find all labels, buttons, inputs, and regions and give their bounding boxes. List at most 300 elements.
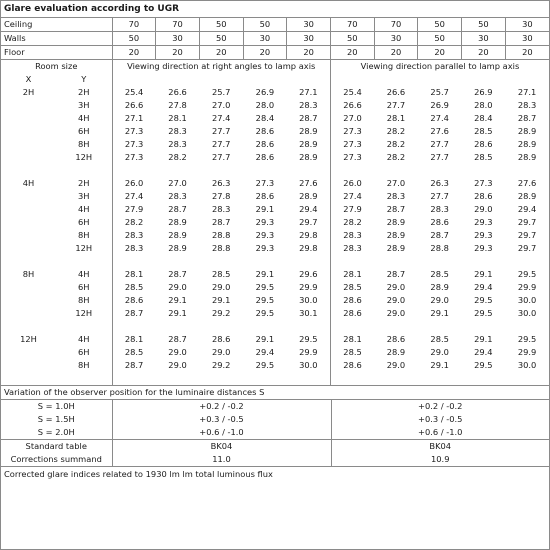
variation-row (1, 413, 549, 426)
ugr-row (1, 86, 549, 99)
room-y-value: 4H (56, 203, 112, 216)
ugr-value-perpendicular: 30.0 (287, 359, 331, 372)
ugr-value-perpendicular: 27.7 (211, 126, 231, 136)
ugr-value-perpendicular: 28.2 (124, 217, 144, 227)
ugr-value-perpendicular: 29.4 (255, 347, 275, 357)
room-y-value: 8H (56, 138, 112, 151)
room-y-value: 6H (56, 216, 112, 229)
reflectance-value: 70 (112, 18, 156, 32)
ugr-value-parallel: 29.5 (474, 295, 493, 305)
room-y-value: 6H (56, 125, 112, 138)
reflectance-value: 30 (287, 18, 331, 32)
ugr-value-perpendicular: 29.2 (211, 308, 231, 318)
room-x-value (1, 151, 56, 164)
ugr-value-perpendicular: 29.1 (255, 204, 275, 214)
ugr-value-perpendicular: 25.7 (211, 87, 231, 97)
ugr-value-perpendicular: 29.8 (287, 229, 331, 242)
ugr-value-perpendicular: 27.1 (124, 113, 144, 123)
ugr-value-perpendicular: 28.7 (168, 204, 187, 214)
ugr-value-perpendicular: 28.7 (287, 112, 331, 125)
room-y-value: 8H (56, 359, 112, 372)
reflectance-value: 20 (199, 46, 243, 60)
ugr-value-parallel: 29.7 (517, 217, 537, 227)
ugr-value-perpendicular: 28.3 (168, 191, 187, 201)
ugr-value-perpendicular: 29.9 (287, 346, 331, 359)
ugr-value-parallel: 30.0 (517, 295, 537, 305)
reflectance-table (1, 18, 549, 60)
ugr-value-parallel: 27.9 (343, 204, 362, 214)
ugr-value-perpendicular: 28.1 (124, 269, 144, 279)
ugr-value-perpendicular: 27.3 (124, 152, 144, 162)
room-y-value: 6H (56, 346, 112, 359)
room-x-value (1, 125, 56, 138)
ugr-value-perpendicular: 30.1 (287, 307, 331, 320)
reflectance-value: 20 (243, 46, 287, 60)
ugr-value-parallel: 29.0 (386, 282, 406, 292)
ugr-value-parallel: 28.9 (386, 243, 406, 253)
x-axis-label: X (25, 74, 32, 84)
ugr-value-parallel: 29.7 (517, 243, 537, 253)
reflectance-row (1, 32, 549, 46)
room-x-value (1, 242, 56, 255)
ugr-value-parallel: 26.6 (386, 87, 406, 97)
ugr-value-perpendicular: 27.0 (211, 100, 231, 110)
reflectance-value: 20 (462, 46, 506, 60)
ugr-value-perpendicular: 28.5 (211, 269, 231, 279)
ugr-value-perpendicular: 29.1 (255, 269, 275, 279)
ugr-value-perpendicular: 29.5 (287, 333, 331, 346)
ugr-value-parallel: 28.5 (474, 152, 493, 162)
ugr-value-parallel: 28.6 (343, 360, 362, 370)
ugr-row (1, 307, 549, 320)
ugr-value-perpendicular: 29.1 (168, 308, 187, 318)
reflectance-value: 30 (505, 32, 549, 46)
room-y-value: 8H (56, 229, 112, 242)
ugr-value-perpendicular: 30.0 (287, 294, 331, 307)
ugr-value-perpendicular: 28.8 (211, 230, 231, 240)
reflectance-label: Walls (1, 32, 112, 46)
ugr-value-parallel: 25.7 (430, 87, 449, 97)
ugr-value-parallel: 28.6 (343, 308, 362, 318)
ugr-value-parallel: 28.3 (517, 100, 537, 110)
ugr-value-parallel: 28.7 (386, 204, 406, 214)
ugr-row (1, 281, 549, 294)
ugr-value-parallel: 29.5 (474, 360, 493, 370)
standard-table-perpendicular: BK04 (112, 440, 331, 454)
corrections-label: Corrections summand (1, 453, 112, 467)
reflectance-value: 30 (505, 18, 549, 32)
ugr-value-parallel: 27.7 (430, 152, 449, 162)
footer-note: Corrected glare indices related to 1930 lm lm total luminous flux (4, 469, 273, 479)
reflectance-value: 30 (156, 32, 200, 46)
ugr-value-perpendicular: 29.6 (287, 268, 331, 281)
room-x-value (1, 99, 56, 112)
reflectance-value: 50 (418, 32, 462, 46)
ugr-row (1, 242, 549, 255)
ugr-value-perpendicular: 27.4 (211, 113, 231, 123)
ugr-value-parallel: 29.3 (474, 243, 493, 253)
ugr-value-perpendicular: 28.6 (255, 126, 275, 136)
ugr-value-perpendicular: 28.3 (124, 243, 144, 253)
ugr-value-perpendicular: 29.0 (211, 282, 231, 292)
ugr-value-parallel: 29.4 (474, 282, 493, 292)
reflectance-value: 50 (462, 18, 506, 32)
room-x-value (1, 346, 56, 359)
ugr-value-perpendicular: 25.4 (124, 87, 144, 97)
ugr-row (1, 359, 549, 372)
ugr-value-parallel: 26.6 (343, 100, 362, 110)
ugr-value-perpendicular: 28.0 (255, 100, 275, 110)
ugr-values-table (1, 60, 549, 386)
ugr-value-parallel: 28.9 (386, 230, 406, 240)
ugr-row (1, 229, 549, 242)
ugr-value-parallel: 27.0 (343, 113, 362, 123)
reflectance-value: 50 (418, 18, 462, 32)
ugr-value-parallel: 29.1 (430, 360, 449, 370)
reflectance-value: 20 (287, 46, 331, 60)
ugr-value-perpendicular: 29.2 (211, 360, 231, 370)
sheet-title: Glare evaluation according to UGR (1, 1, 549, 18)
ugr-value-parallel: 29.0 (386, 360, 406, 370)
group-spacer (1, 164, 549, 177)
variation-table (1, 400, 549, 467)
ugr-value-perpendicular: 27.3 (124, 139, 144, 149)
reflectance-value: 20 (505, 46, 549, 60)
room-x-value (1, 138, 56, 151)
ugr-value-perpendicular: 29.5 (255, 308, 275, 318)
ugr-value-perpendicular: 28.7 (211, 217, 231, 227)
ugr-value-perpendicular: 26.0 (124, 178, 144, 188)
ugr-value-parallel: 29.4 (474, 347, 493, 357)
ugr-value-parallel: 28.5 (474, 126, 493, 136)
group-spacer (1, 372, 549, 386)
ugr-row (1, 151, 549, 164)
ugr-value-parallel: 25.4 (343, 87, 362, 97)
ugr-value-perpendicular: 27.6 (287, 177, 331, 190)
ugr-value-perpendicular: 26.3 (211, 178, 231, 188)
ugr-value-parallel: 29.0 (430, 347, 449, 357)
ugr-value-perpendicular: 28.7 (168, 269, 187, 279)
ugr-row (1, 216, 549, 229)
ugr-value-parallel: 29.0 (474, 204, 493, 214)
ugr-row (1, 190, 549, 203)
ugr-value-perpendicular: 28.6 (211, 334, 231, 344)
room-x-value (1, 281, 56, 294)
ugr-value-parallel: 29.9 (517, 347, 537, 357)
ugr-value-perpendicular: 29.5 (255, 295, 275, 305)
room-y-value: 4H (56, 333, 112, 346)
ugr-value-parallel: 28.6 (386, 334, 406, 344)
ugr-value-parallel: 28.2 (343, 217, 362, 227)
ugr-value-parallel: 27.3 (343, 139, 362, 149)
ugr-value-parallel: 27.3 (343, 126, 362, 136)
ugr-value-parallel: 29.5 (517, 269, 537, 279)
room-y-value: 6H (56, 281, 112, 294)
ugr-value-parallel: 28.5 (430, 334, 449, 344)
ugr-value-parallel: 28.9 (517, 126, 537, 136)
ugr-value-perpendicular: 27.7 (211, 152, 231, 162)
room-y-value: 2H (56, 86, 112, 99)
ugr-value-perpendicular: 28.9 (287, 190, 331, 203)
ugr-value-perpendicular: 28.6 (255, 139, 275, 149)
ugr-value-parallel: 28.9 (517, 191, 537, 201)
room-y-value: 8H (56, 294, 112, 307)
room-x-value: 4H (22, 178, 35, 188)
ugr-value-parallel: 26.9 (474, 87, 493, 97)
ugr-value-perpendicular: 26.6 (124, 100, 144, 110)
ugr-value-parallel: 27.4 (343, 191, 362, 201)
ugr-value-parallel: 28.0 (474, 100, 493, 110)
y-axis-label: Y (56, 73, 112, 86)
reflectance-value: 70 (374, 18, 418, 32)
ugr-value-parallel: 29.0 (386, 308, 406, 318)
variation-label: S = 1.5H (1, 413, 112, 426)
ugr-value-perpendicular: 28.3 (168, 139, 187, 149)
ugr-value-parallel: 28.6 (430, 217, 449, 227)
ugr-value-parallel: 28.8 (430, 243, 449, 253)
reflectance-value: 30 (287, 32, 331, 46)
ugr-value-perpendicular: 28.6 (255, 152, 275, 162)
ugr-value-perpendicular: 28.6 (124, 295, 144, 305)
ugr-value-parallel: 26.9 (430, 100, 449, 110)
ugr-value-perpendicular: 28.9 (287, 138, 331, 151)
ugr-value-perpendicular: 26.6 (168, 87, 187, 97)
room-x-value (1, 190, 56, 203)
reflectance-value: 30 (374, 32, 418, 46)
ugr-value-parallel: 29.3 (474, 217, 493, 227)
ugr-value-perpendicular: 29.4 (287, 203, 331, 216)
ugr-row (1, 346, 549, 359)
direction-parallel-label: Viewing direction parallel to lamp axis (360, 61, 520, 71)
reflectance-value: 50 (330, 32, 374, 46)
ugr-value-parallel: 28.6 (474, 191, 493, 201)
reflectance-value: 70 (330, 18, 374, 32)
variation-perpendicular: +0.2 / -0.2 (112, 400, 331, 413)
ugr-value-perpendicular: 27.1 (287, 86, 331, 99)
ugr-row (1, 268, 549, 281)
ugr-value-parallel: 28.3 (343, 243, 362, 253)
ugr-value-parallel: 27.7 (430, 191, 449, 201)
ugr-value-perpendicular: 27.8 (211, 191, 231, 201)
room-x-value: 8H (22, 269, 35, 279)
room-x-value (1, 216, 56, 229)
ugr-value-parallel: 28.3 (386, 191, 406, 201)
ugr-value-perpendicular: 29.7 (287, 216, 331, 229)
variation-parallel: +0.2 / -0.2 (418, 401, 463, 411)
ugr-value-parallel: 29.3 (474, 230, 493, 240)
ugr-value-parallel: 28.6 (474, 139, 493, 149)
variation-title: Variation of the observer position for the luminaire distances S (1, 386, 549, 400)
ugr-value-parallel: 27.6 (430, 126, 449, 136)
ugr-value-parallel: 26.0 (343, 178, 362, 188)
ugr-value-parallel: 29.0 (430, 295, 449, 305)
room-x-value: 12H (20, 334, 37, 344)
ugr-value-perpendicular: 27.4 (124, 191, 144, 201)
room-x-value (1, 203, 56, 216)
ugr-value-parallel: 28.1 (343, 334, 362, 344)
room-y-value: 12H (56, 151, 112, 164)
ugr-value-parallel: 27.3 (474, 178, 493, 188)
room-y-value: 12H (56, 307, 112, 320)
reflectance-label: Floor (1, 46, 112, 60)
room-x-value: 2H (22, 87, 35, 97)
ugr-value-perpendicular: 27.3 (124, 126, 144, 136)
variation-parallel: +0.3 / -0.5 (418, 414, 463, 424)
ugr-value-parallel: 27.0 (386, 178, 406, 188)
ugr-value-parallel: 28.1 (343, 269, 362, 279)
corrections-parallel: 10.9 (331, 453, 549, 467)
room-x-value (1, 307, 56, 320)
ugr-value-parallel: 29.5 (474, 308, 493, 318)
ugr-value-perpendicular: 28.9 (168, 217, 187, 227)
ugr-value-perpendicular: 27.3 (255, 178, 275, 188)
ugr-row (1, 138, 549, 151)
variation-parallel: +0.6 / -1.0 (331, 426, 549, 440)
ugr-value-perpendicular: 29.1 (211, 295, 231, 305)
reflectance-value: 20 (112, 46, 156, 60)
ugr-value-perpendicular: 29.9 (287, 281, 331, 294)
corrections-perpendicular: 11.0 (112, 453, 331, 467)
ugr-value-parallel: 28.9 (430, 282, 449, 292)
ugr-value-perpendicular: 29.0 (211, 347, 231, 357)
ugr-value-perpendicular: 28.1 (168, 113, 187, 123)
ugr-value-perpendicular: 28.7 (124, 360, 144, 370)
room-y-value: 3H (56, 99, 112, 112)
ugr-row (1, 99, 549, 112)
room-y-value: 3H (56, 190, 112, 203)
room-y-value: 4H (56, 112, 112, 125)
ugr-row (1, 112, 549, 125)
ugr-value-parallel: 28.2 (386, 139, 406, 149)
ugr-value-perpendicular: 28.1 (124, 334, 144, 344)
room-x-value (1, 229, 56, 242)
room-y-value: 2H (56, 177, 112, 190)
direction-perpendicular-label: Viewing direction at right angles to lamp axis (112, 60, 330, 73)
group-spacer (1, 320, 549, 333)
ugr-row (1, 203, 549, 216)
ugr-value-parallel: 28.4 (474, 113, 493, 123)
variation-perpendicular: +0.6 / -1.0 (112, 426, 331, 440)
ugr-value-perpendicular: 29.8 (287, 242, 331, 255)
ugr-value-perpendicular: 28.2 (168, 152, 187, 162)
reflectance-row (1, 46, 549, 60)
ugr-value-parallel: 28.9 (386, 347, 406, 357)
variation-row (1, 400, 549, 413)
ugr-value-parallel: 29.1 (430, 308, 449, 318)
room-y-value: 12H (56, 242, 112, 255)
ugr-value-parallel: 28.7 (386, 269, 406, 279)
ugr-value-parallel: 27.7 (386, 100, 406, 110)
room-x-value (1, 294, 56, 307)
room-x-value (1, 359, 56, 372)
ugr-value-perpendicular: 27.8 (168, 100, 187, 110)
ugr-value-perpendicular: 28.6 (255, 191, 275, 201)
reflectance-row (1, 18, 549, 32)
ugr-value-parallel: 28.5 (343, 282, 362, 292)
ugr-value-parallel: 28.6 (343, 295, 362, 305)
ugr-value-perpendicular: 28.5 (124, 347, 144, 357)
ugr-value-parallel: 30.0 (517, 308, 537, 318)
ugr-value-perpendicular: 28.9 (287, 151, 331, 164)
ugr-value-parallel: 28.3 (343, 230, 362, 240)
ugr-value-perpendicular: 28.8 (211, 243, 231, 253)
ugr-value-parallel: 29.5 (517, 334, 537, 344)
ugr-value-parallel: 27.4 (430, 113, 449, 123)
reflectance-label: Ceiling (1, 18, 112, 32)
reflectance-value: 70 (156, 18, 200, 32)
ugr-value-parallel: 28.9 (517, 139, 537, 149)
ugr-value-parallel: 28.9 (517, 152, 537, 162)
ugr-value-perpendicular: 29.0 (168, 347, 187, 357)
ugr-value-parallel: 30.0 (517, 360, 537, 370)
ugr-value-parallel: 28.1 (386, 113, 406, 123)
ugr-value-perpendicular: 28.3 (287, 99, 331, 112)
ugr-value-perpendicular: 28.9 (287, 125, 331, 138)
reflectance-value: 30 (462, 32, 506, 46)
room-size-label: Room size (1, 60, 112, 73)
ugr-value-parallel: 27.3 (343, 152, 362, 162)
room-y-value: 4H (56, 268, 112, 281)
ugr-value-parallel: 29.4 (517, 204, 537, 214)
ugr-row (1, 294, 549, 307)
ugr-value-parallel: 26.3 (430, 178, 449, 188)
ugr-value-parallel: 28.5 (430, 269, 449, 279)
ugr-value-parallel: 28.9 (386, 217, 406, 227)
ugr-value-perpendicular: 28.3 (211, 204, 231, 214)
ugr-value-parallel: 27.6 (517, 178, 537, 188)
ugr-value-parallel: 29.7 (517, 230, 537, 240)
variation-perpendicular: +0.3 / -0.5 (112, 413, 331, 426)
standard-table-label: Standard table (1, 440, 112, 454)
room-x-value (1, 112, 56, 125)
ugr-value-perpendicular: 29.0 (168, 360, 187, 370)
ugr-value-perpendicular: 27.0 (168, 178, 187, 188)
ugr-value-perpendicular: 28.4 (255, 113, 275, 123)
group-spacer (1, 255, 549, 268)
reflectance-value: 20 (418, 46, 462, 60)
ugr-row (1, 125, 549, 138)
ugr-value-perpendicular: 29.5 (255, 360, 275, 370)
variation-label: S = 1.0H (1, 400, 112, 413)
ugr-value-perpendicular: 29.5 (255, 282, 275, 292)
ugr-value-perpendicular: 28.5 (124, 282, 144, 292)
ugr-value-perpendicular: 28.3 (124, 230, 144, 240)
ugr-value-perpendicular: 28.7 (168, 334, 187, 344)
ugr-value-perpendicular: 29.1 (255, 334, 275, 344)
ugr-value-perpendicular: 27.7 (211, 139, 231, 149)
ugr-value-perpendicular: 28.7 (124, 308, 144, 318)
reflectance-value: 20 (374, 46, 418, 60)
ugr-value-parallel: 29.1 (474, 269, 493, 279)
ugr-row (1, 177, 549, 190)
ugr-value-parallel: 29.1 (474, 334, 493, 344)
reflectance-value: 30 (243, 32, 287, 46)
ugr-value-parallel: 28.7 (430, 230, 449, 240)
reflectance-value: 50 (243, 18, 287, 32)
ugr-value-parallel: 29.0 (386, 295, 406, 305)
reflectance-value: 50 (112, 32, 156, 46)
ugr-value-perpendicular: 29.3 (255, 230, 275, 240)
ugr-value-parallel: 28.3 (430, 204, 449, 214)
ugr-value-parallel: 27.1 (517, 87, 537, 97)
ugr-value-parallel: 28.2 (386, 126, 406, 136)
ugr-row (1, 333, 549, 346)
variation-label: S = 2.0H (1, 426, 112, 440)
variation-row (1, 426, 549, 440)
ugr-value-perpendicular: 29.3 (255, 217, 275, 227)
reflectance-value: 20 (330, 46, 374, 60)
ugr-value-parallel: 29.9 (517, 282, 537, 292)
